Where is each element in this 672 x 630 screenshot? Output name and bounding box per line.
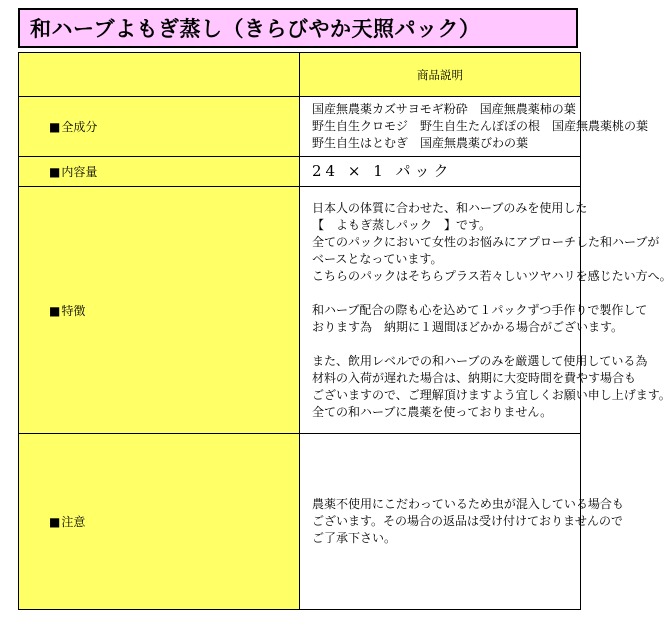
features-content-cell (300, 187, 672, 434)
contents-value: 24 × 1 パック (312, 162, 453, 180)
features-line: また、飲用レベルでの和ハーブのみを厳選して使用している為 (312, 353, 648, 368)
caution-label-cell (19, 434, 300, 610)
ingredients-content-cell (300, 97, 649, 157)
header-empty-cell (19, 53, 300, 97)
features-line: 全ての和ハーブに農薬を使っておりません。 (312, 404, 553, 419)
description-heading: 商品説明 (417, 67, 463, 82)
features-line: 全てのパックにおいて女性のお悩みにアプローチした和ハーブが (312, 234, 660, 249)
contents-label-cell (19, 157, 300, 187)
features-label: 特徴 (61, 303, 86, 318)
features-line: 日本人の体質に合わせた、和ハーブのみを使用した (312, 200, 588, 215)
square-bullet-icon: ■ (49, 120, 61, 134)
paragraph-gap (312, 285, 576, 302)
table-row-contents (19, 157, 581, 187)
features-line: ベースとなっています。 (312, 251, 443, 266)
caution-label: 注意 (61, 515, 86, 529)
table-row-caution (19, 434, 581, 610)
table-row-ingredients (19, 97, 581, 157)
table-header-row (19, 53, 581, 97)
ingredients-line: 野生自生クロモジ 野生自生たんぽぽの根 国産無農薬桃の葉 (312, 119, 649, 133)
product-title: 和ハーブよもぎ蒸し（きらびやか天照パック） (30, 17, 481, 41)
ingredients-label: 全成分 (61, 120, 98, 134)
features-line: 【 よもぎ蒸しパック 】です。 (312, 217, 492, 232)
features-line: ございますので、ご理解頂けますよう宜しくお願い申し上げます。 (312, 387, 671, 402)
ingredients-label-cell (19, 97, 300, 157)
features-line: こちらのパックはそちらプラス若々しいツヤハリを感じたい方へ。 (312, 268, 672, 283)
contents-label: 内容量 (61, 165, 98, 179)
caution-line: 農薬不使用にこだわっているため虫が混入している場合も (312, 497, 624, 511)
square-bullet-icon: ■ (49, 165, 61, 179)
features-line: おります為 納期に１週間ほどかかる場合がございます。 (312, 319, 624, 334)
square-bullet-icon: ■ (49, 303, 61, 318)
features-line: 材料の入荷が遅れた場合は、納期に大変時間を費やす場合も (312, 370, 637, 385)
features-line: 和ハーブ配合の際も心を込めて１パックずつ手作りで製作して (312, 302, 648, 317)
square-bullet-icon: ■ (49, 515, 61, 529)
caution-line: ございます。その場合の返品は受け付けておりませんので (312, 514, 624, 528)
table-row-features (19, 187, 581, 434)
ingredients-line: 国産無農薬カズサヨモギ粉砕 国産無農薬柿の葉 (312, 102, 576, 116)
product-spec-table (18, 52, 672, 610)
product-title-banner (18, 8, 578, 48)
caution-content-cell (300, 434, 624, 610)
contents-content-cell (300, 157, 581, 187)
caution-line: ご了承下さい。 (312, 531, 397, 545)
ingredients-line: 野生自生はとむぎ 国産無農薬びわの葉 (312, 136, 529, 150)
header-description-cell (300, 53, 581, 97)
paragraph-gap (312, 336, 576, 353)
features-label-cell (19, 187, 300, 434)
